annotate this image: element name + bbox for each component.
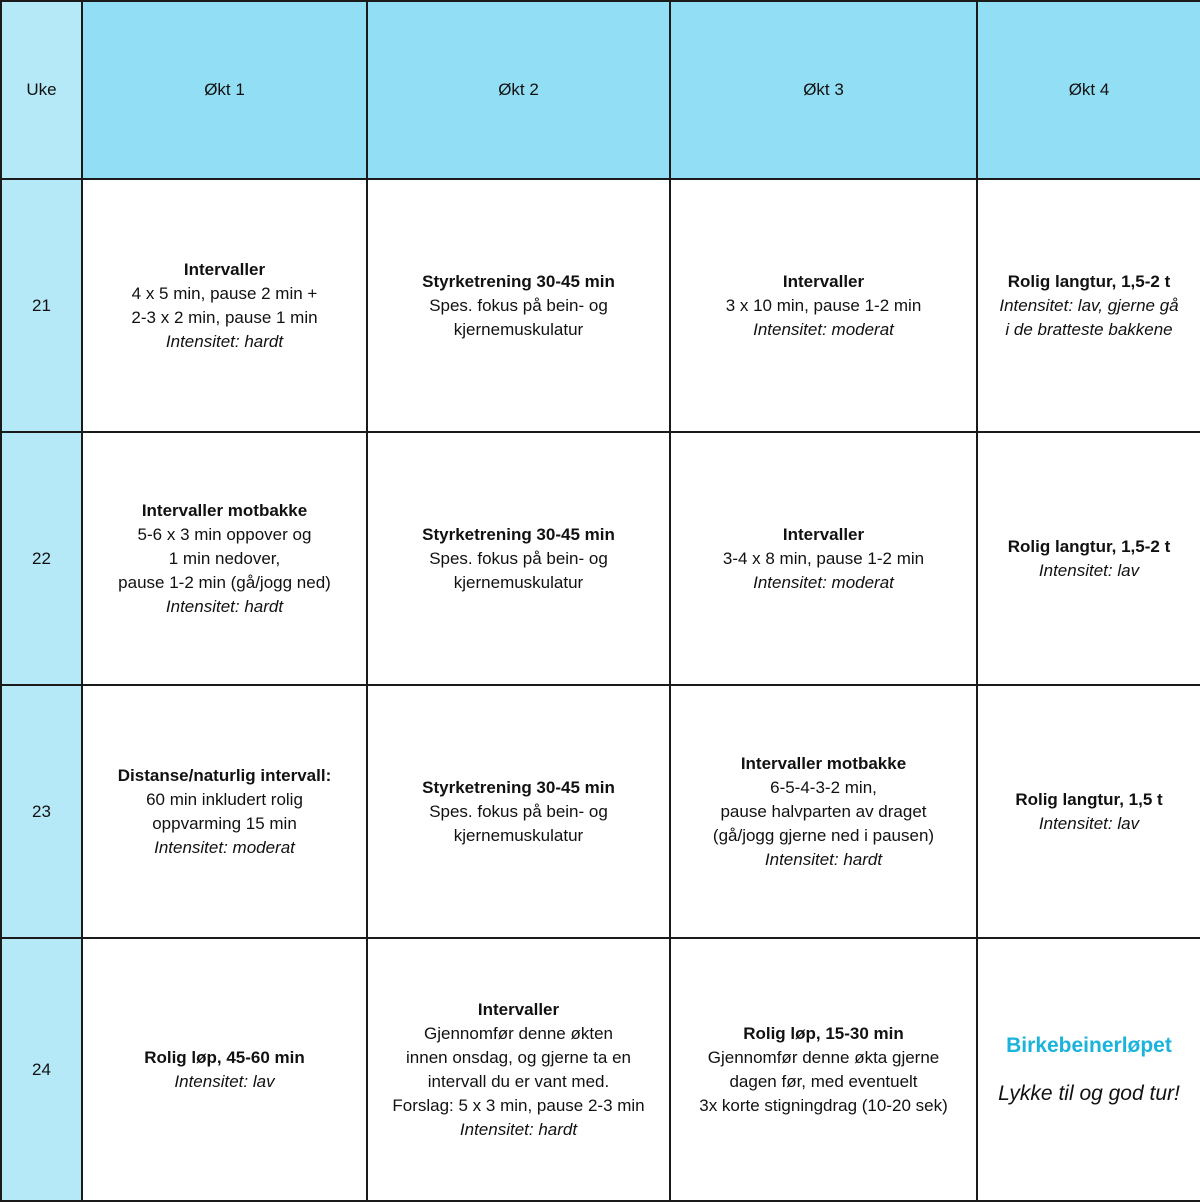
session-line: (gå/jogg gjerne ned i pausen) <box>712 825 935 845</box>
week-row <box>1 432 1200 685</box>
session-line: Gjennomfør denne økten <box>424 1023 613 1043</box>
session-intensity: Intensitet: lav <box>174 1071 275 1091</box>
header-session-2: Økt 2 <box>367 1 670 179</box>
session-cell <box>670 685 977 938</box>
session-intensity: Intensitet: hardt <box>165 596 284 616</box>
session-line: kjernemuskulatur <box>453 825 584 845</box>
session-intensity: Intensitet: lav <box>1038 813 1140 833</box>
session-intensity: i de bratteste bakkene <box>1005 319 1173 339</box>
session-cell <box>367 938 670 1201</box>
week-row <box>1 938 1200 1201</box>
session-title: Rolig løp, 15-30 min <box>743 1023 904 1043</box>
week-number: 21 <box>1 179 82 432</box>
week-row <box>1 685 1200 938</box>
session-intensity: Intensitet: moderat <box>753 572 894 592</box>
session-cell <box>82 432 367 685</box>
session-title: Styrketrening 30-45 min <box>422 524 615 544</box>
header-row <box>1 1 1200 179</box>
session-cell <box>82 938 367 1201</box>
header-session-3: Økt 3 <box>670 1 977 179</box>
event-title: Birkebeinerløpet <box>1006 1033 1172 1057</box>
session-title: Intervaller <box>782 271 865 291</box>
session-line: 5-6 x 3 min oppover og <box>137 524 312 544</box>
session-line: Spes. fokus på bein- og <box>429 801 608 821</box>
session-cell <box>977 685 1200 938</box>
session-title: Intervaller <box>782 524 865 544</box>
session-line: kjernemuskulatur <box>453 572 584 592</box>
session-intensity: Intensitet: hardt <box>764 849 883 869</box>
session-title: Rolig langtur, 1,5 t <box>1015 789 1163 809</box>
session-intensity: Intensitet: lav, gjerne gå <box>999 295 1179 315</box>
session-intensity: Intensitet: hardt <box>459 1119 578 1139</box>
event-cell <box>977 938 1200 1201</box>
session-title: Intervaller motbakke <box>740 753 907 773</box>
session-line: Spes. fokus på bein- og <box>429 295 608 315</box>
session-title: Distanse/naturlig intervall: <box>117 765 332 785</box>
session-line: 2-3 x 2 min, pause 1 min <box>131 307 318 327</box>
session-cell <box>670 179 977 432</box>
session-line: 60 min inkludert rolig <box>146 789 303 809</box>
session-line: dagen før, med eventuelt <box>729 1071 918 1091</box>
session-cell <box>977 179 1200 432</box>
session-line: Spes. fokus på bein- og <box>429 548 608 568</box>
session-title: Intervaller <box>477 999 560 1019</box>
week-number: 22 <box>1 432 82 685</box>
session-line: 3 x 10 min, pause 1-2 min <box>725 295 922 315</box>
session-cell <box>82 179 367 432</box>
session-line: pause 1-2 min (gå/jogg ned) <box>118 572 331 592</box>
session-title: Intervaller <box>183 259 266 279</box>
session-intensity: Intensitet: moderat <box>753 319 894 339</box>
session-cell <box>367 685 670 938</box>
session-title: Rolig langtur, 1,5-2 t <box>1007 271 1171 291</box>
session-line: innen onsdag, og gjerne ta en <box>406 1047 631 1067</box>
session-title: Rolig løp, 45-60 min <box>144 1047 305 1067</box>
session-title: Rolig langtur, 1,5-2 t <box>1007 536 1171 556</box>
event-message: Lykke til og god tur! <box>998 1081 1180 1105</box>
session-line: pause halvparten av draget <box>720 801 927 821</box>
session-cell <box>670 432 977 685</box>
session-line: Forslag: 5 x 3 min, pause 2-3 min <box>392 1095 645 1115</box>
session-line: 6-5-4-3-2 min, <box>770 777 877 797</box>
week-row <box>1 179 1200 432</box>
session-line: Gjennomfør denne økta gjerne <box>707 1047 940 1067</box>
header-session-1: Økt 1 <box>82 1 367 179</box>
session-intensity: Intensitet: lav <box>1038 560 1140 580</box>
header-session-4: Økt 4 <box>977 1 1200 179</box>
session-cell <box>670 938 977 1201</box>
session-cell <box>367 432 670 685</box>
session-line: intervall du er vant med. <box>427 1071 610 1091</box>
session-line: kjernemuskulatur <box>453 319 584 339</box>
session-line: 3x korte stigningdrag (10-20 sek) <box>699 1095 948 1115</box>
session-intensity: Intensitet: hardt <box>165 331 284 351</box>
session-line: 4 x 5 min, pause 2 min + <box>131 283 318 303</box>
session-title: Styrketrening 30-45 min <box>422 271 615 291</box>
week-number: 23 <box>1 685 82 938</box>
session-line: 1 min nedover, <box>168 548 281 568</box>
session-line: oppvarming 15 min <box>152 813 297 833</box>
session-line: 3-4 x 8 min, pause 1-2 min <box>722 548 925 568</box>
session-cell <box>977 432 1200 685</box>
session-cell <box>82 685 367 938</box>
header-week: Uke <box>1 1 82 179</box>
session-title: Intervaller motbakke <box>141 500 308 520</box>
session-intensity: Intensitet: moderat <box>154 837 295 857</box>
week-number: 24 <box>1 938 82 1201</box>
session-title: Styrketrening 30-45 min <box>422 777 615 797</box>
session-cell <box>367 179 670 432</box>
